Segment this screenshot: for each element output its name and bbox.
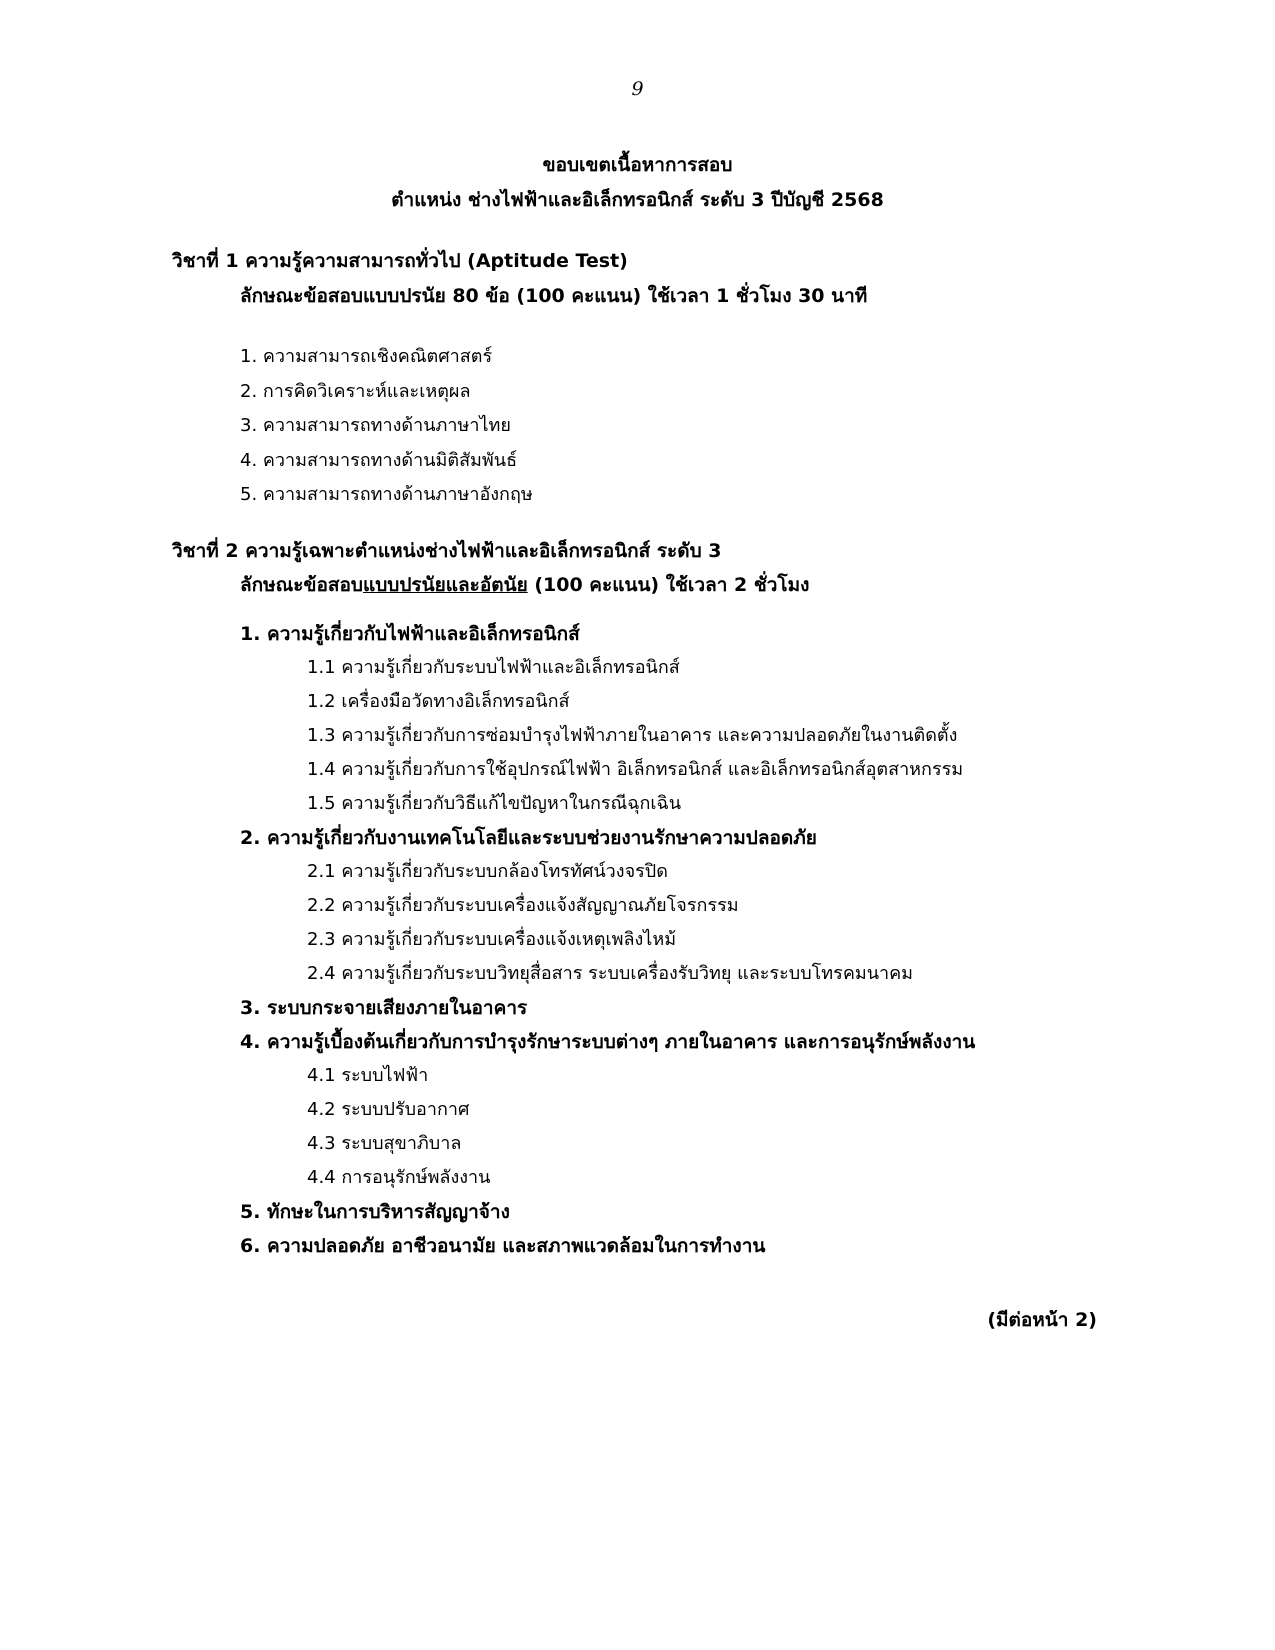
topic-4 (240, 1025, 975, 1195)
subtopic-item: 2.2 ความรู้เกี่ยวกับระบบเครื่องแจ้งสัญญาณภัยโจรกรรม (307, 895, 739, 916)
list-item: 2. การคิดวิเคราะห์และเหตุผล (240, 380, 471, 402)
subtopic-item: 1.3 ความรู้เกี่ยวกับการซ่อมบำรุงไฟฟ้าภายในอาคาร และความปลอดภัยในงานติดตั้ง (307, 725, 958, 746)
list-item: 3. ความสามารถทางด้านภาษาไทย (240, 415, 511, 436)
subtopic-item: 1.5 ความรู้เกี่ยวกับวิธีแก้ไขปัญหาในกรณีฉุกเฉิน (307, 793, 682, 814)
description-suffix: (100 คะแนน) ใช้เวลา 2 ชั่วโมง (527, 574, 810, 596)
subject-1-description: ลักษณะข้อสอบแบบปรนัย 80 ข้อ (100 คะแนน) ใช้เวลา 1 ชั่วโมง 30 นาที (240, 285, 868, 307)
topic-title: 5. ทักษะในการบริหารสัญญาจ้าง (240, 1201, 510, 1223)
list-item: 1. ความสามารถเชิงคณิตศาสตร์ (240, 346, 493, 367)
subject-2-topics (240, 617, 975, 1263)
subtopic-item: 2.1 ความรู้เกี่ยวกับระบบกล้องโทรทัศน์วงจรปิด (307, 861, 668, 882)
subject-1-title: วิชาที่ 1 ความรู้ความสามารถทั่วไป (Aptitude Test) (172, 250, 628, 272)
description-underlined: แบบปรนัยและอัตนัย (362, 574, 528, 596)
subtopic-item: 1.1 ความรู้เกี่ยวกับระบบไฟฟ้าและอิเล็กทรอนิกส์ (307, 657, 680, 678)
subtopic-item: 1.4 ความรู้เกี่ยวกับการใช้อุปกรณ์ไฟฟ้า อิเล็กทรอนิกส์ และอิเล็กทรอนิกส์อุตสาหกรรม (307, 759, 964, 780)
topic-title: 4. ความรู้เบื้องต้นเกี่ยวกับการบำรุงรักษาระบบต่างๆ ภายในอาคาร และการอนุรักษ์พลังงาน (240, 1031, 976, 1053)
subtopic-item: 2.4 ความรู้เกี่ยวกับระบบวิทยุสื่อสาร ระบบเครื่องรับวิทยุ และระบบโทรคมนาคม (307, 963, 914, 984)
subtopic-list (240, 855, 975, 991)
subtopic-item: 1.2 เครื่องมือวัดทางอิเล็กทรอนิกส์ (307, 691, 570, 712)
subtopic-item: 4.2 ระบบปรับอากาศ (307, 1099, 470, 1120)
subtopic-item: 4.3 ระบบสุขาภิบาล (307, 1133, 462, 1154)
description-prefix: ลักษณะข้อสอบ (240, 574, 363, 596)
continued-note: (มีต่อหน้า 2) (987, 1309, 1097, 1331)
subtopic-list (240, 1059, 975, 1195)
topic-2 (240, 821, 975, 991)
topic-6 (240, 1229, 975, 1263)
page-number: 9 (631, 78, 644, 100)
topic-3 (240, 991, 975, 1025)
subtopic-item: 4.1 ระบบไฟฟ้า (307, 1065, 429, 1086)
subject-1-list (240, 340, 533, 513)
list-item: 5. ความสามารถทางด้านภาษาอังกฤษ (240, 484, 533, 505)
topic-title: 6. ความปลอดภัย อาชีวอนามัย และสภาพแวดล้อมในการทำงาน (240, 1235, 766, 1257)
subtopic-list (240, 651, 975, 821)
topic-5 (240, 1195, 975, 1229)
subtopic-item: 4.4 การอนุรักษ์พลังงาน (307, 1167, 491, 1188)
subject-2-title: วิชาที่ 2 ความรู้เฉพาะตำแหน่งช่างไฟฟ้าและอิเล็กทรอนิกส์ ระดับ 3 (172, 540, 722, 562)
topic-title: 1. ความรู้เกี่ยวกับไฟฟ้าและอิเล็กทรอนิกส์ (240, 623, 580, 645)
topic-title: 3. ระบบกระจายเสียงภายในอาคาร (240, 997, 528, 1019)
topic-title: 2. ความรู้เกี่ยวกับงานเทคโนโลยีและระบบช่วยงานรักษาความปลอดภัย (240, 827, 817, 849)
document-subtitle: ตำแหน่ง ช่างไฟฟ้าและอิเล็กทรอนิกส์ ระดับ 3 ปีบัญชี 2568 (391, 189, 884, 211)
subtopic-item: 2.3 ความรู้เกี่ยวกับระบบเครื่องแจ้งเหตุเพลิงไหม้ (307, 929, 677, 950)
list-item: 4. ความสามารถทางด้านมิติสัมพันธ์ (240, 449, 518, 471)
subject-2-description (240, 570, 809, 600)
topic-1 (240, 617, 975, 821)
document-title: ขอบเขตเนื้อหาการสอบ (542, 154, 733, 176)
